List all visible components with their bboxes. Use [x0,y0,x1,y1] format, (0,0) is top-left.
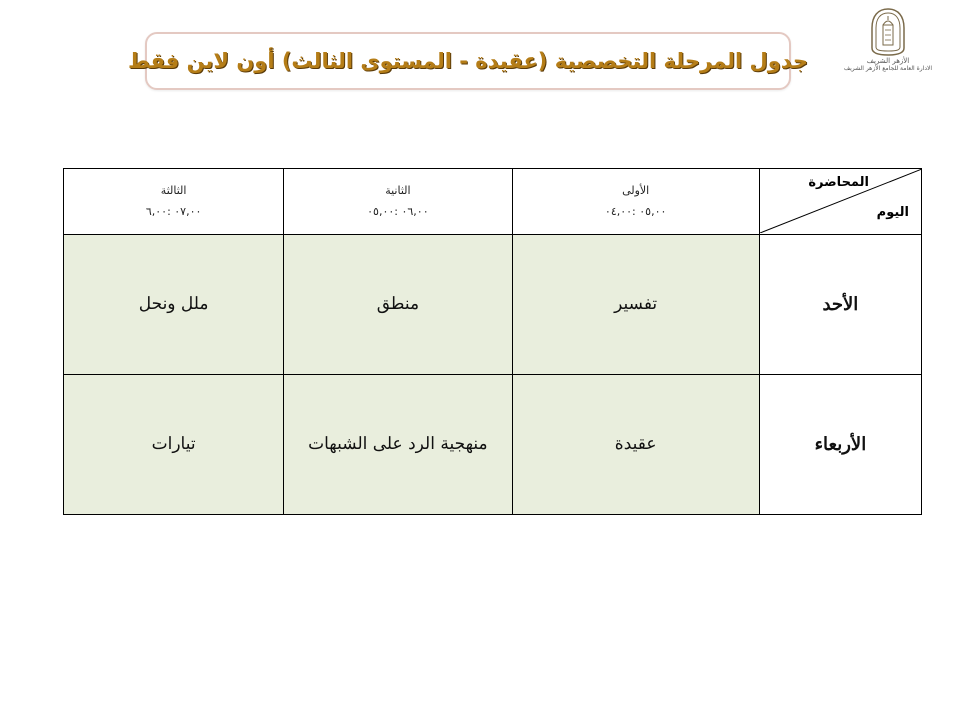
subject-name: منطق [376,294,420,315]
corner-header-cell [759,169,921,235]
period-header-3 [64,169,284,235]
table-header-row [64,169,922,235]
al-azhar-logo [826,8,950,86]
period-name: الأولى [622,184,650,198]
schedule-table [63,168,922,515]
period-name: الثانية [385,184,411,198]
session-cell [64,374,284,514]
period-time: ٠٥,٠٠ :٠٤,٠٠ [604,205,667,219]
day-cell [759,234,921,374]
table-row [64,234,922,374]
page-title: جدول المرحلة التخصصية (عقيدة - المستوى الثالث) أون لاين فقط [127,49,809,73]
logo-caption-2: الادارة العامة للجامع الأزهر الشريف [843,65,933,72]
lecture-label: المحاضرة [808,175,869,190]
period-name: الثالثة [160,184,187,198]
period-time: ٠٧,٠٠ :٦,٠٠ [145,205,202,219]
subject-name: تيارات [151,434,196,455]
session-cell [64,234,284,374]
session-cell [284,374,512,514]
logo-caption-1: الأزهر الشريف [866,57,910,65]
subject-name: عقيدة [614,434,657,455]
period-time: ٠٦,٠٠ :٠٥,٠٠ [367,205,429,219]
day-name: الأربعاء [814,433,867,455]
subject-name: منهجية الرد على الشبهات [308,434,488,455]
day-name: الأحد [822,293,859,315]
session-cell [512,374,759,514]
day-cell [759,374,921,514]
subject-name: ملل ونحل [138,294,209,315]
table-row [64,374,922,514]
al-azhar-emblem-icon [871,8,905,56]
day-label-header: اليوم [876,205,909,220]
title-banner [127,32,809,90]
session-cell [512,234,759,374]
session-cell [284,234,512,374]
period-header-1 [512,169,759,235]
period-header-2 [284,169,512,235]
subject-name: تفسير [614,294,658,315]
